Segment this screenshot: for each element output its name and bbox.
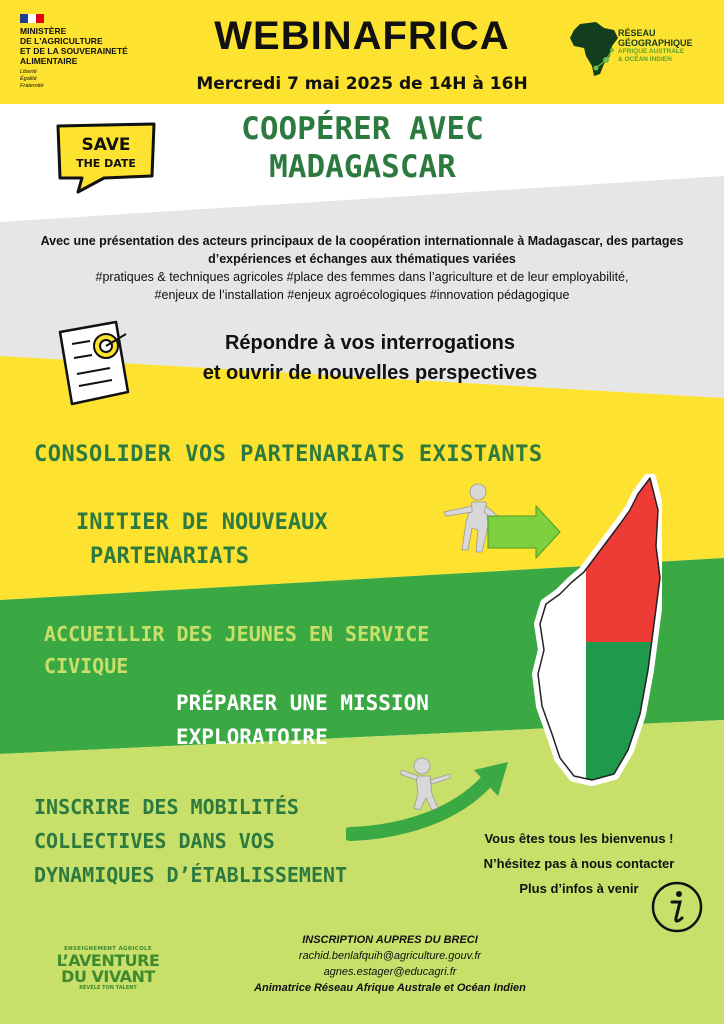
objective-line: COLLECTIVES DANS VOS xyxy=(34,829,275,853)
inscription-block xyxy=(230,932,550,996)
objective-line: PRÉPARER UNE MISSION xyxy=(176,691,429,715)
heading-line: COOPÉRER AVEC xyxy=(241,111,484,147)
save-label: SAVE xyxy=(81,135,131,155)
ministry-logo xyxy=(20,26,170,90)
objective-line: PARTENARIATS xyxy=(90,544,249,569)
ministry-line: DE L'AGRICULTURE xyxy=(20,36,103,46)
logo-top: ENSEIGNEMENT AGRICOLE xyxy=(64,946,152,952)
objective-line: ACCUEILLIR DES JEUNES EN SERVICE xyxy=(44,622,430,646)
reseau-line: RÉSEAU xyxy=(618,28,656,38)
objective-line: CIVIQUE xyxy=(44,654,129,678)
event-date: Mercredi 7 mai 2025 de 14H à 16H xyxy=(196,74,528,94)
contact-role: Animatrice Réseau Afrique Australe et Océan Indien xyxy=(254,982,526,994)
africa-map-icon xyxy=(566,20,622,80)
the-date-label: THE DATE xyxy=(76,157,136,170)
logo-line: L’AVENTURE xyxy=(56,951,160,970)
logo-tagline: RÉVÈLE TON TALENT xyxy=(79,985,137,991)
ministry-line: MINISTÈRE xyxy=(20,26,67,36)
contact-email[interactable]: rachid.benlafquih@agriculture.gouv.fr xyxy=(298,950,482,962)
info-icon xyxy=(650,880,704,934)
objective-line: DYNAMIQUES D’ÉTABLISSEMENT xyxy=(34,863,348,887)
tagline xyxy=(150,328,590,388)
logo-line: DU VIVANT xyxy=(61,967,155,986)
reseau-line: GÉOGRAPHIQUE xyxy=(618,38,693,48)
welcome-line: N’hésitez pas à nous contacter xyxy=(483,856,675,871)
intro-hashtags: #pratiques & techniques agricoles #place des femmes dans l’agriculture et de leur employabilité, xyxy=(95,270,629,284)
ministry-line: ET DE LA SOUVERAINETÉ xyxy=(20,46,128,56)
reseau-sub-line: & OCÉAN INDIEN xyxy=(618,56,672,63)
aventure-du-vivant-logo xyxy=(44,946,172,992)
intro-text xyxy=(20,232,704,304)
republic-motto xyxy=(20,69,170,90)
tagline-line: et ouvrir de nouvelles perspectives xyxy=(202,362,538,384)
reseau-sub-line: AFRIQUE AUSTRALE xyxy=(618,48,685,55)
reseau-logo xyxy=(618,28,718,64)
figure-icon xyxy=(414,758,430,774)
objective-line: EXPLORATOIRE xyxy=(176,725,328,749)
heading-line: MADAGASCAR xyxy=(269,149,456,185)
figure-icon xyxy=(470,484,486,500)
checklist-target-icon xyxy=(50,318,136,410)
tagline-line: Répondre à vos interrogations xyxy=(224,332,516,354)
motto-line: Liberté xyxy=(20,69,37,75)
objective-line: INSCRIRE DES MOBILITÉS xyxy=(34,795,299,819)
motto-line: Fraternité xyxy=(20,83,44,89)
madagascar-flag-map-icon xyxy=(532,474,662,786)
objective-initier xyxy=(76,506,416,574)
ministry-line: ALIMENTAIRE xyxy=(20,56,78,66)
inscription-heading: INSCRIPTION AUPRES DU BRECI xyxy=(302,934,478,946)
save-the-date-badge xyxy=(50,120,160,195)
main-heading xyxy=(175,110,550,186)
contact-email[interactable]: agnes.estager@educagri.fr xyxy=(323,966,457,978)
welcome-line: Vous êtes tous les bienvenus ! xyxy=(484,831,674,846)
event-title: WEBINAFRICA xyxy=(214,14,510,58)
intro-bold: Avec une présentation des acteurs principaux de la coopération internationnale à Madagascar, des partages d’expériences et échanges aux thématiques variées xyxy=(40,234,684,266)
french-flag-icon xyxy=(20,14,44,23)
motto-line: Égalité xyxy=(20,76,37,82)
objective-preparer xyxy=(176,686,516,754)
intro-hashtags: #enjeux de l’installation #enjeux agroécologiques #innovation pédagogique xyxy=(154,288,570,302)
objective-accueillir xyxy=(44,618,524,682)
objective-consolider: CONSOLIDER VOS PARTENARIATS EXISTANTS xyxy=(34,442,543,467)
objective-line: INITIER DE NOUVEAUX xyxy=(76,510,328,535)
welcome-line: Plus d’infos à venir xyxy=(519,881,639,896)
